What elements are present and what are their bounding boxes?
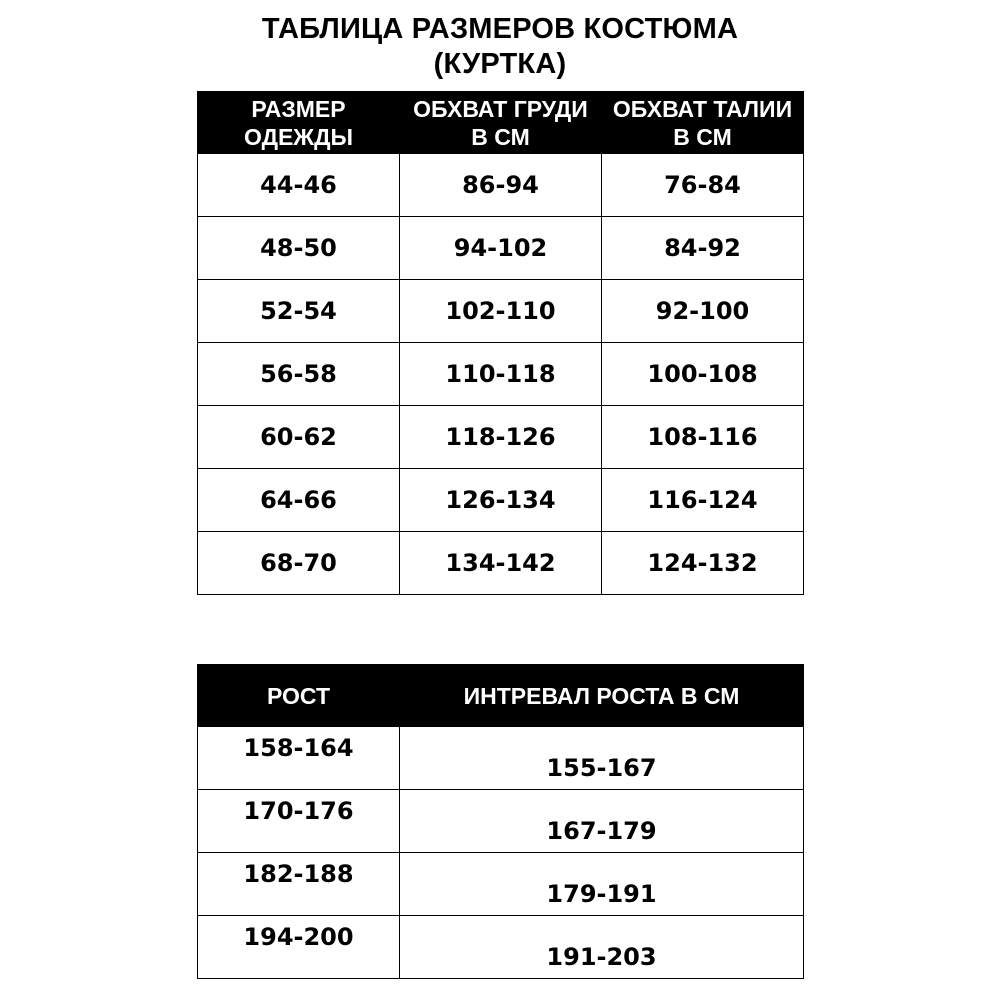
waist-cell: 92-100 [602, 280, 804, 343]
header-clothing-size [198, 92, 400, 154]
chest-cell: 86-94 [400, 154, 602, 217]
waist-cell: 100-108 [602, 343, 804, 406]
height-value: 170-176 [243, 797, 354, 825]
chest-cell: 134-142 [400, 532, 602, 595]
header-line: РАЗМЕР [251, 95, 346, 122]
height-value: 182-188 [243, 860, 354, 888]
chest-cell: 102-110 [400, 280, 602, 343]
size-cell: 60-62 [198, 406, 400, 469]
size-cell: 44-46 [198, 154, 400, 217]
size-cell: 48-50 [198, 217, 400, 280]
header-height-interval: ИНТРЕВАЛ РОСТА В СМ [400, 665, 804, 727]
header-line: В СМ [673, 123, 732, 150]
size-chart-table [197, 91, 804, 595]
height-cell [198, 853, 400, 916]
height-interval-cell [400, 916, 804, 979]
size-chart-header-row [198, 92, 804, 154]
waist-cell: 124-132 [602, 532, 804, 595]
table-row [198, 469, 804, 532]
table-row [198, 217, 804, 280]
waist-cell: 84-92 [602, 217, 804, 280]
size-cell: 64-66 [198, 469, 400, 532]
height-interval-cell [400, 853, 804, 916]
table-row [198, 853, 804, 916]
table-row [198, 532, 804, 595]
size-cell: 68-70 [198, 532, 400, 595]
height-interval-value: 155-167 [546, 754, 657, 782]
height-interval-cell [400, 727, 804, 790]
table-row [198, 154, 804, 217]
table-row [198, 790, 804, 853]
waist-cell: 116-124 [602, 469, 804, 532]
height-interval-value: 191-203 [546, 943, 657, 971]
chest-cell: 94-102 [400, 217, 602, 280]
chest-cell: 126-134 [400, 469, 602, 532]
table-row [198, 916, 804, 979]
height-cell [198, 790, 400, 853]
height-cell [198, 727, 400, 790]
header-chest-girth [400, 92, 602, 154]
chest-cell: 118-126 [400, 406, 602, 469]
waist-cell: 108-116 [602, 406, 804, 469]
height-interval-cell [400, 790, 804, 853]
height-chart-table [197, 664, 804, 979]
height-cell [198, 916, 400, 979]
table-row [198, 727, 804, 790]
size-cell: 52-54 [198, 280, 400, 343]
header-line: ОБХВАТ ТАЛИИ [612, 95, 793, 122]
header-waist-girth [602, 92, 804, 154]
height-chart-header-row [198, 665, 804, 727]
header-line: ОДЕЖДЫ [243, 123, 353, 150]
table-row [198, 406, 804, 469]
page-title: ТАБЛИЦА РАЗМЕРОВ КОСТЮМА [261, 13, 739, 45]
waist-cell: 76-84 [602, 154, 804, 217]
size-cell: 56-58 [198, 343, 400, 406]
header-line: ОБХВАТ ГРУДИ [413, 95, 588, 122]
height-value: 194-200 [243, 923, 354, 951]
page-subtitle: (КУРТКА) [433, 48, 567, 80]
header-height: РОСТ [198, 665, 400, 727]
height-interval-value: 167-179 [546, 817, 657, 845]
header-line: В СМ [471, 123, 530, 150]
height-interval-value: 179-191 [546, 880, 657, 908]
table-row [198, 343, 804, 406]
table-row [198, 280, 804, 343]
height-value: 158-164 [243, 734, 354, 762]
chest-cell: 110-118 [400, 343, 602, 406]
